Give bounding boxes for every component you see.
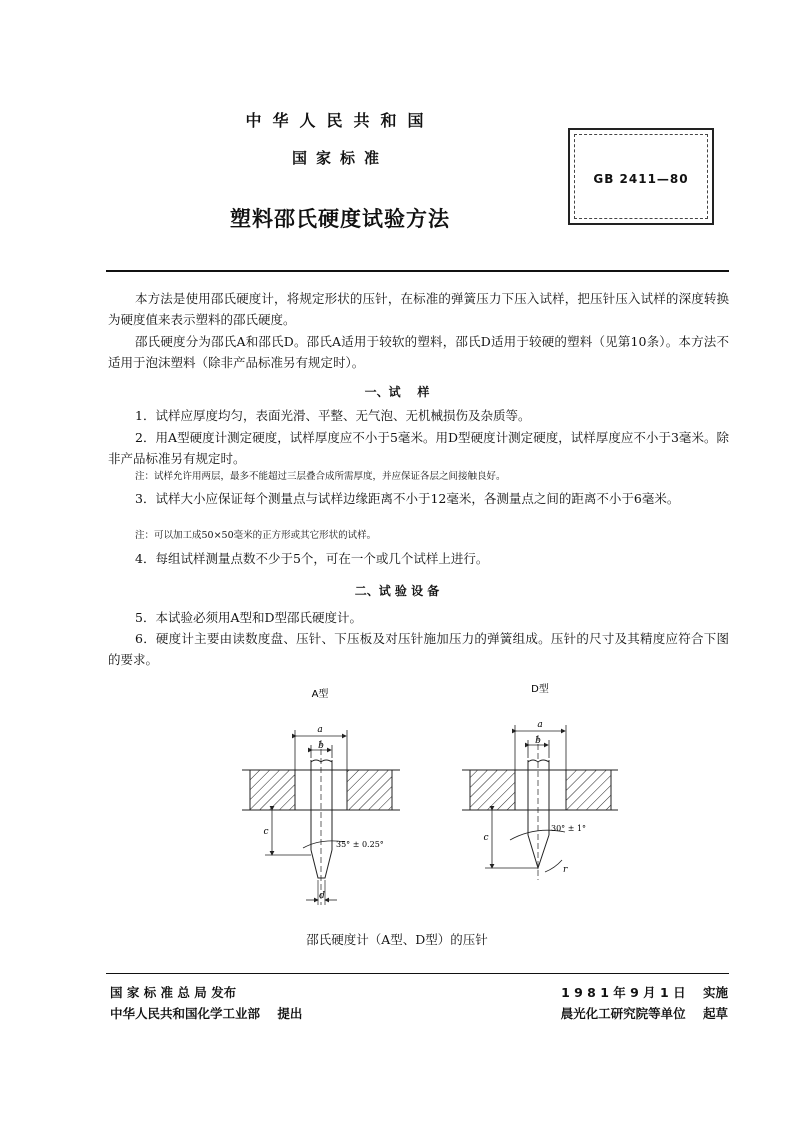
figure-caption: 邵氏硬度计（A型、D型）的压针: [306, 932, 488, 947]
footer-effective-date: 1 9 8 1 年 9 月 1 日 实施: [561, 985, 728, 1000]
angle-a-label: 35° ± 0.25°: [336, 840, 384, 849]
note-1: 注：试样允许用两层，最多不能超过三层叠合成所需厚度，并应保证各层之间接触良好。: [135, 471, 506, 482]
item-6: 6．硬度计主要由读数度盘、压针、下压板及对压针施加压力的弹簧组成。压针的尺寸及其精度应符合下图的要求。: [108, 631, 729, 667]
document-title: 塑料邵氏硬度试验方法: [230, 207, 450, 231]
section-1-title: 一、试 样: [364, 385, 430, 399]
footer-publisher: 国 家 标 准 总 局 发布: [110, 985, 237, 1000]
item-3: 3．试样大小应保证每个测量点与试样边缘距离不小于12毫米，各测量点之间的距离不小于6毫米。: [135, 491, 680, 506]
dim-d-label: d: [319, 891, 325, 901]
footer-drafter: 晨光化工研究院等单位 起草: [560, 1006, 728, 1021]
dim-c-label-d: c: [483, 833, 489, 843]
footer-proposer: 中华人民共和国化学工业部 提出: [110, 1006, 303, 1021]
item-4: 4．每组试样测量点数不少于5个，可在一个或几个试样上进行。: [135, 551, 489, 566]
dim-a-label-d: a: [537, 720, 543, 730]
intro-paragraph-1: 本方法是使用邵氏硬度计，将规定形状的压针，在标准的弹簧压力下压入试样，把压针压入试样的深度转换为硬度值来表示塑料的邵氏硬度。: [108, 291, 729, 327]
footer-rule: [106, 973, 729, 974]
national-standard-heading: 国家标准: [291, 149, 388, 167]
dim-b-label-d: b: [535, 736, 541, 746]
note-2: 注：可以加工成50×50毫米的正方形或其它形状的试样。: [135, 530, 377, 541]
label-type-d: D型: [531, 684, 549, 695]
type-d-indenter: [462, 725, 618, 880]
angle-d-label: 30° ± 1°: [551, 824, 587, 833]
label-type-a: A型: [311, 689, 329, 700]
dim-c-label-a: c: [263, 827, 269, 837]
dim-b-label-a: b: [318, 741, 324, 751]
country-heading: 中华人民共和国: [245, 111, 435, 130]
item-2: 2．用A型硬度计测定硬度，试样厚度应不小于5毫米。用D型硬度计测定硬度，试样厚度应不小于3毫米。除非产品标准另有规定时。: [108, 430, 729, 466]
type-a-indenter: [242, 730, 400, 905]
item-1: 1．试样应厚度均匀，表面光滑、平整、无气泡、无机械损伤及杂质等。: [135, 408, 531, 423]
dim-r-label: r: [563, 865, 568, 875]
dim-a-label-a: a: [317, 725, 323, 735]
standard-code: GB 2411—80: [593, 172, 689, 186]
intro-paragraph-2: 邵氏硬度分为邵氏A和邵氏D。邵氏A适用于较软的塑料，邵氏D适用于较硬的塑料（见第10条）。本方法不适用于泡沫塑料（除非产品标准另有规定时）。: [108, 334, 729, 370]
section-2-title: 二、试 验 设 备: [354, 584, 440, 598]
item-5: 5．本试验必须用A型和D型邵氏硬度计。: [135, 610, 363, 625]
